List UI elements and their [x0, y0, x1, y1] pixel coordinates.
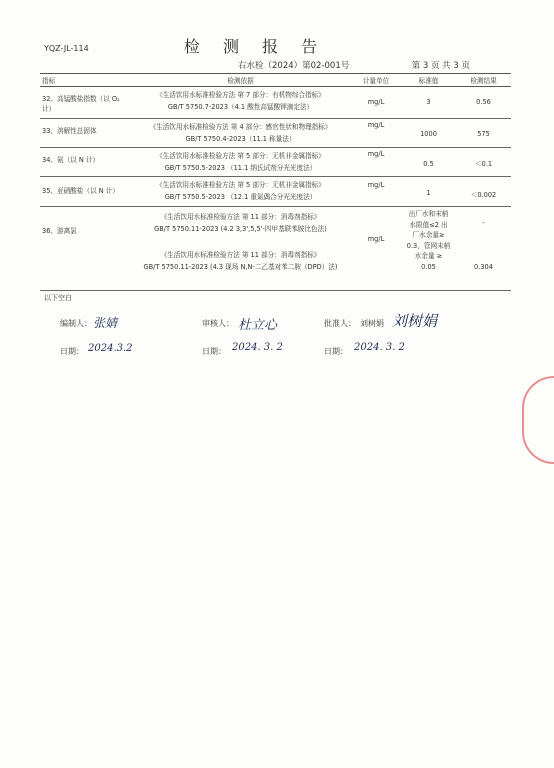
limit-line: 出厂水和末梢 [408, 210, 449, 218]
header-method: 检测依据 [130, 74, 351, 87]
result-value: 0.304 [474, 263, 493, 271]
document-code: YQZ-JL-114 [44, 44, 89, 53]
approver-date-label: 日期： [324, 347, 348, 356]
results-table [40, 73, 511, 291]
report-title: 检 测 报 告 [183, 37, 327, 56]
approver-printed-name: 刘树娟 [360, 319, 384, 328]
method-clause: GB/T 5750.5-2023 （11.1 纳氏试剂分光光度法） [164, 164, 317, 172]
table-row [40, 87, 511, 119]
method-cell [130, 207, 351, 291]
reviewer-label: 审核人： [202, 319, 234, 328]
table-row [40, 148, 511, 177]
limit-line: 0.05 [421, 262, 436, 271]
indicator-name: 32、高锰酸盐指数（以 O₂计） [42, 95, 120, 113]
unit-cell: mg/L [367, 181, 385, 189]
table-header-row [40, 74, 511, 87]
editor-label: 编制人： [60, 319, 92, 328]
method-clause: GB/T 5750.7-2023（4.1 酸性高锰酸钾滴定法） [167, 103, 314, 111]
table-row [40, 177, 511, 207]
method-standard: 《生活饮用水标准检验方法 第 5 部分：无机非金属指标》 [156, 152, 325, 160]
reviewer-date: 2024. 3. 2 [232, 342, 283, 353]
limit-line: 0.3，管网末梢 [406, 241, 451, 250]
indicator-name: 35、亚硝酸盐（以 N 计） [42, 187, 119, 195]
method-cell [130, 148, 351, 177]
header-unit: 计量单位 [351, 74, 401, 87]
method-cell [130, 87, 351, 119]
blank-below-note: 以下空白 [44, 294, 72, 302]
header-indicator: 指标 [40, 74, 130, 87]
method-standard: 《生活饮用水标准检验方法 第 11 部分：消毒剂指标》 [160, 251, 321, 259]
indicator-name: 34、氨（以 N 计） [42, 156, 100, 164]
limit-cell: 1000 [420, 130, 437, 138]
result-cell: 575 [477, 130, 490, 138]
approver-date: 2024. 3. 2 [354, 342, 405, 353]
header-limit: 标准值 [401, 74, 456, 87]
editor-date: 2024.3.2 [88, 343, 133, 354]
limit-line: 水限值≤2 出 [409, 220, 448, 229]
indicator-name: 36、游离氯 [42, 227, 77, 235]
limit-line: 厂水余量≥ [412, 231, 445, 239]
method-clause: GB/T 5750.11-2023 (4.3 现场 N,N-二乙基对苯二胺（DPD）法) [143, 263, 338, 271]
approver-label: 批准人： [324, 319, 356, 328]
official-seal-stamp [522, 376, 554, 464]
method-cell [130, 177, 351, 207]
table-row [40, 119, 511, 148]
unit-cell: mg/L [367, 121, 385, 129]
approver-signature: 刘树娟 [392, 312, 438, 330]
limit-line: 水余量 ≥ [414, 252, 443, 260]
method-standard: 《生活饮用水标准检验方法 第 11 部分：消毒剂指标》 [160, 213, 321, 221]
method-cell [130, 119, 351, 148]
result-cell: ＜0.002 [470, 191, 497, 199]
editor-signature: 张婧 [93, 316, 118, 330]
method-standard: 《生活饮用水标准检验方法 第 7 部分：有机物综合指标》 [156, 91, 325, 99]
method-clause: GB/T 5750.5-2023 （12.1 重氮偶合分光光度法） [164, 193, 317, 201]
result-cell: 0.56 [476, 98, 491, 106]
reviewer-date-label: 日期： [202, 347, 226, 356]
report-number: 右水检（2024）第02-001号 [238, 61, 350, 71]
method-standard: 《生活饮用水标准检验方法 第 5 部分：无机非金属指标》 [156, 181, 325, 189]
limit-cell: 0.5 [423, 160, 434, 168]
limit-cell: 1 [426, 189, 431, 197]
method-clause: GB/T 5750.4-2023（11.1 称量法） [185, 135, 296, 143]
result-cell [456, 207, 511, 291]
table-row [40, 207, 511, 291]
method-clause: GB/T 5750.11-2023 (4.2 3,3',5,5'-四甲基联苯胺比色法) [154, 225, 327, 233]
limit-cell: 3 [426, 98, 431, 106]
result-value: - [482, 219, 485, 227]
indicator-name: 33、溶解性总固体 [42, 127, 97, 135]
unit-cell: mg/L [367, 235, 385, 243]
page-number: 第 3 页 共 3 页 [411, 61, 470, 71]
result-cell: ＜0.1 [474, 160, 493, 168]
unit-cell: mg/L [367, 98, 385, 106]
method-standard: 《生活饮用水标准检验方法 第 4 部分：感官性状和物理指标》 [149, 123, 332, 131]
editor-date-label: 日期： [60, 347, 84, 356]
unit-cell: mg/L [367, 150, 385, 158]
header-result: 检测结果 [456, 74, 511, 87]
limit-cell [401, 207, 456, 291]
reviewer-signature: 杜立心 [238, 318, 278, 333]
